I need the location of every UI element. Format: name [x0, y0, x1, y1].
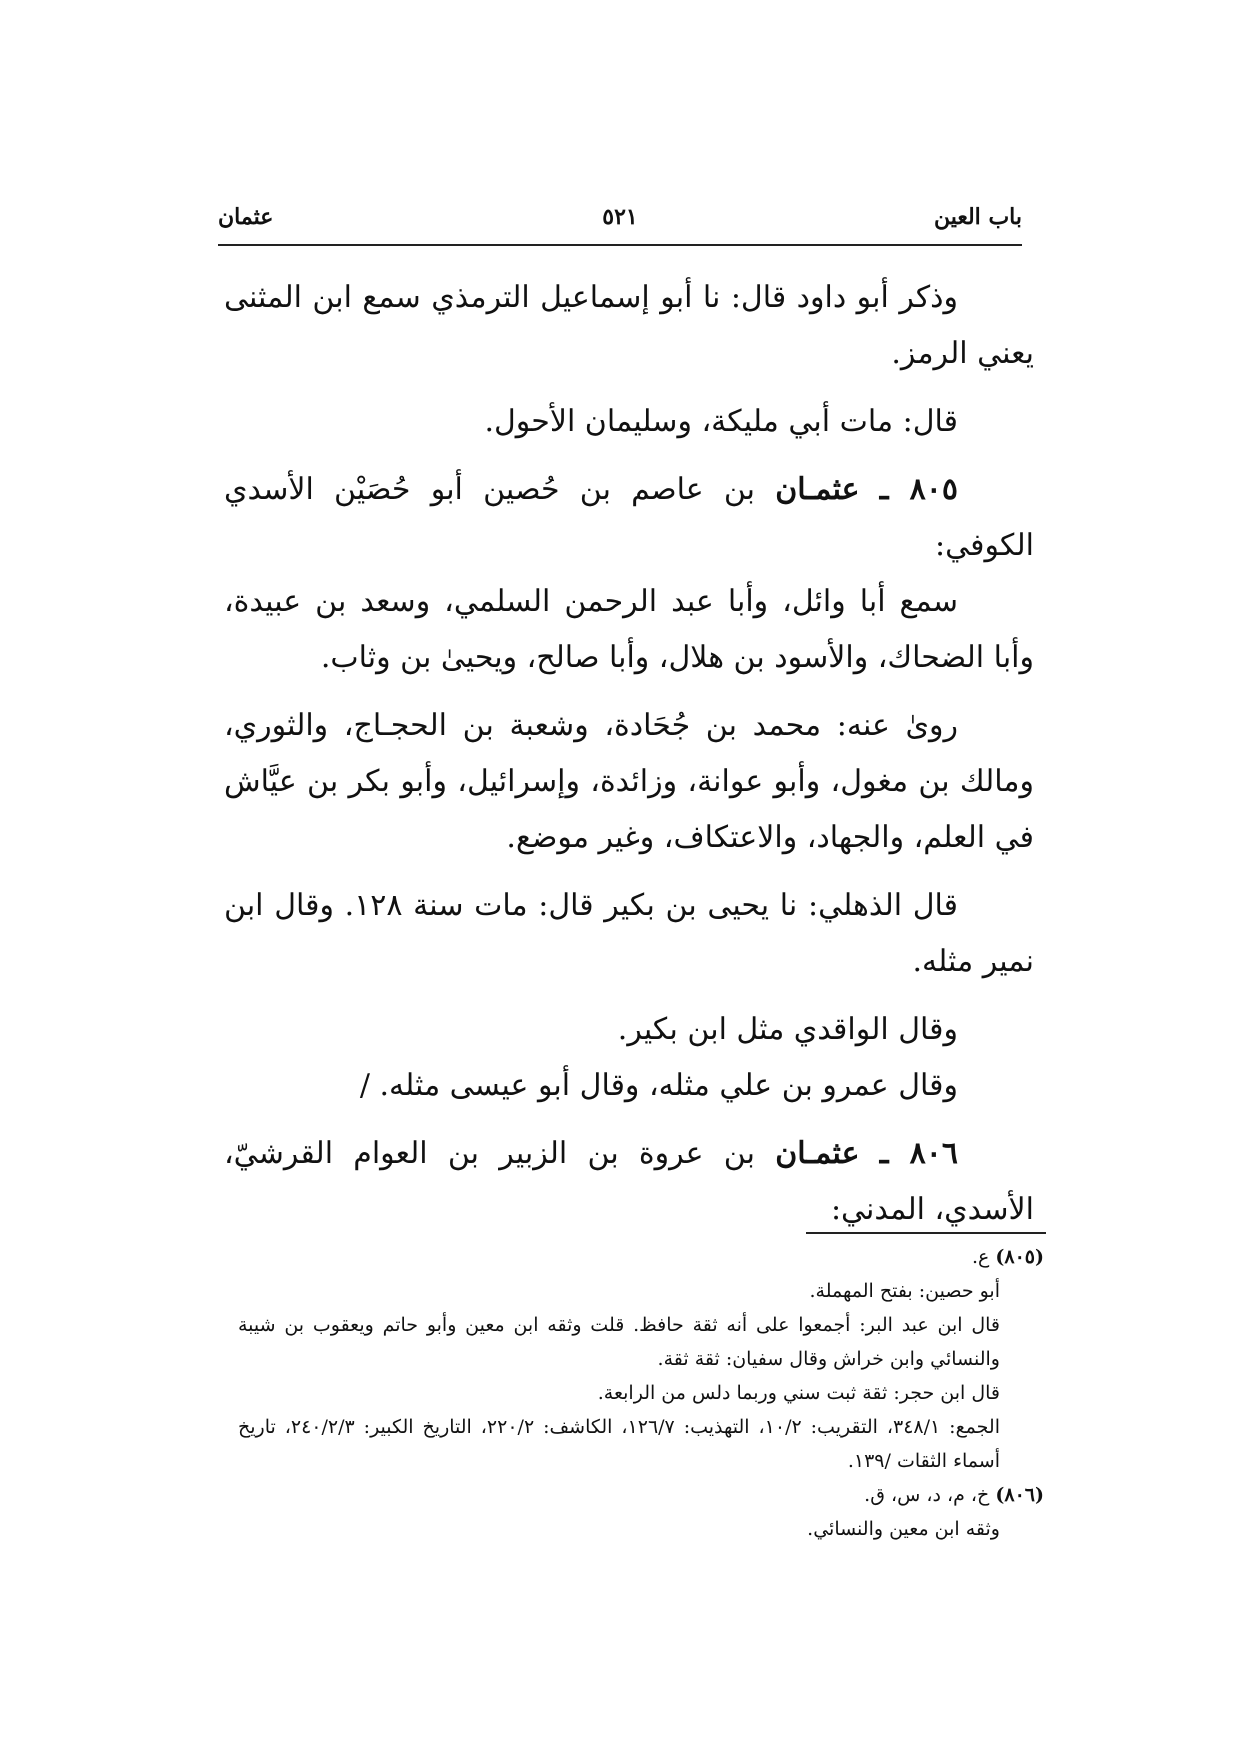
footnote-805-heading	[238, 1240, 1044, 1274]
footnote-805-code: ع.	[971, 1246, 996, 1268]
footnote-805-number: (٨٠٥)	[995, 1246, 1044, 1268]
footnote-805-line-3: قال ابن حجر: ثقة ثبت سني وربما دلس من الرابعة.	[597, 1382, 1000, 1404]
chapter-title: باب العين	[933, 204, 1022, 230]
main-text	[224, 270, 1034, 1250]
footnote-divider	[806, 1232, 1046, 1234]
entry-805-death-dhuhli: قال الذهلي: نا يحيى بن بكير قال: مات سنة ١٢٨. وقال ابن نمير مثله.	[224, 888, 1034, 979]
entry-keyword: عثمان	[218, 204, 274, 230]
footnote-805-line-2: قال ابن عبد البر: أجمعوا على أنه ثقة حافظ. قلت وثقه ابن معين وأبو حاتم ويعقوب بن شيبة والنسائي وابن خراش وقال سفيان: ثقة ثقة.	[238, 1314, 1000, 1370]
entry-805-students: روىٰ عنه: محمد بن جُحَادة، وشعبة بن الحجـاج، والثوري، ومالك بن مغول، وأبو عوانة، وزائدة، وإسرائيل، وأبو بكر بن عيَّاش في العلم، والجهاد، والاعتكاف، وغير موضع.	[224, 708, 1034, 855]
running-header	[218, 198, 1022, 246]
entry-805-heading	[224, 462, 1034, 574]
footnote-806-line-1: وثقه ابن معين والنسائي.	[807, 1518, 1000, 1540]
footnote-806-heading	[238, 1478, 1044, 1512]
paragraph-abu-dawud: وذكر أبو داود قال: نا أبو إسماعيل الترمذي سمع ابن المثنى يعني الرمز.	[224, 280, 1034, 371]
entry-805-amr: وقال عمرو بن علي مثله، وقال أبو عيسى مثله. /	[359, 1068, 958, 1103]
entry-806-name: عثمـان	[775, 1136, 860, 1171]
entry-805-teachers: سمع أبا وائل، وأبا عبد الرحمن السلمي، وسعد بن عبيدة، وأبا الضحاك، والأسود بن هلال، وأبا صالح، ويحيىٰ بن وثاب.	[224, 584, 1034, 675]
entry-805-waqidi: وقال الواقدي مثل ابن بكير.	[617, 1012, 958, 1047]
entry-806-heading	[224, 1126, 1034, 1238]
footnote-806-number: (٨٠٦)	[995, 1484, 1044, 1506]
entry-805-lineage: بن عاصم بن حُصين أبو حُصَيْن الأسدي الكوفي:	[224, 472, 1034, 563]
entry-805-name: عثمـان	[775, 472, 860, 507]
entry-805-number: ٨٠٥ ـ	[879, 472, 959, 507]
footnote-805-line-1: أبو حصين: بفتح المهملة.	[809, 1280, 1000, 1302]
entry-806-number: ٨٠٦ ـ	[879, 1136, 958, 1171]
footnote-806-code: خ، م، د، س، ق.	[864, 1484, 996, 1506]
paragraph-death-note: قال: مات أبي مليكة، وسليمان الأحول.	[484, 404, 958, 439]
page-number: ٥٢١	[602, 204, 638, 230]
footnotes	[238, 1240, 1044, 1546]
footnote-805-line-4: الجمع: ٣٤٨/١، التقريب: ١٠/٢، التهذيب: ١٢٦/٧، الكاشف: ٢٢٠/٢، التاريخ الكبير: ٢٤٠/٢/٣، تاريخ أسماء الثقات /١٣٩.	[238, 1416, 1000, 1472]
entry-806-lineage: بن عروة بن الزبير بن العوام القرشيّ، الأسدي، المدني:	[224, 1136, 1034, 1227]
